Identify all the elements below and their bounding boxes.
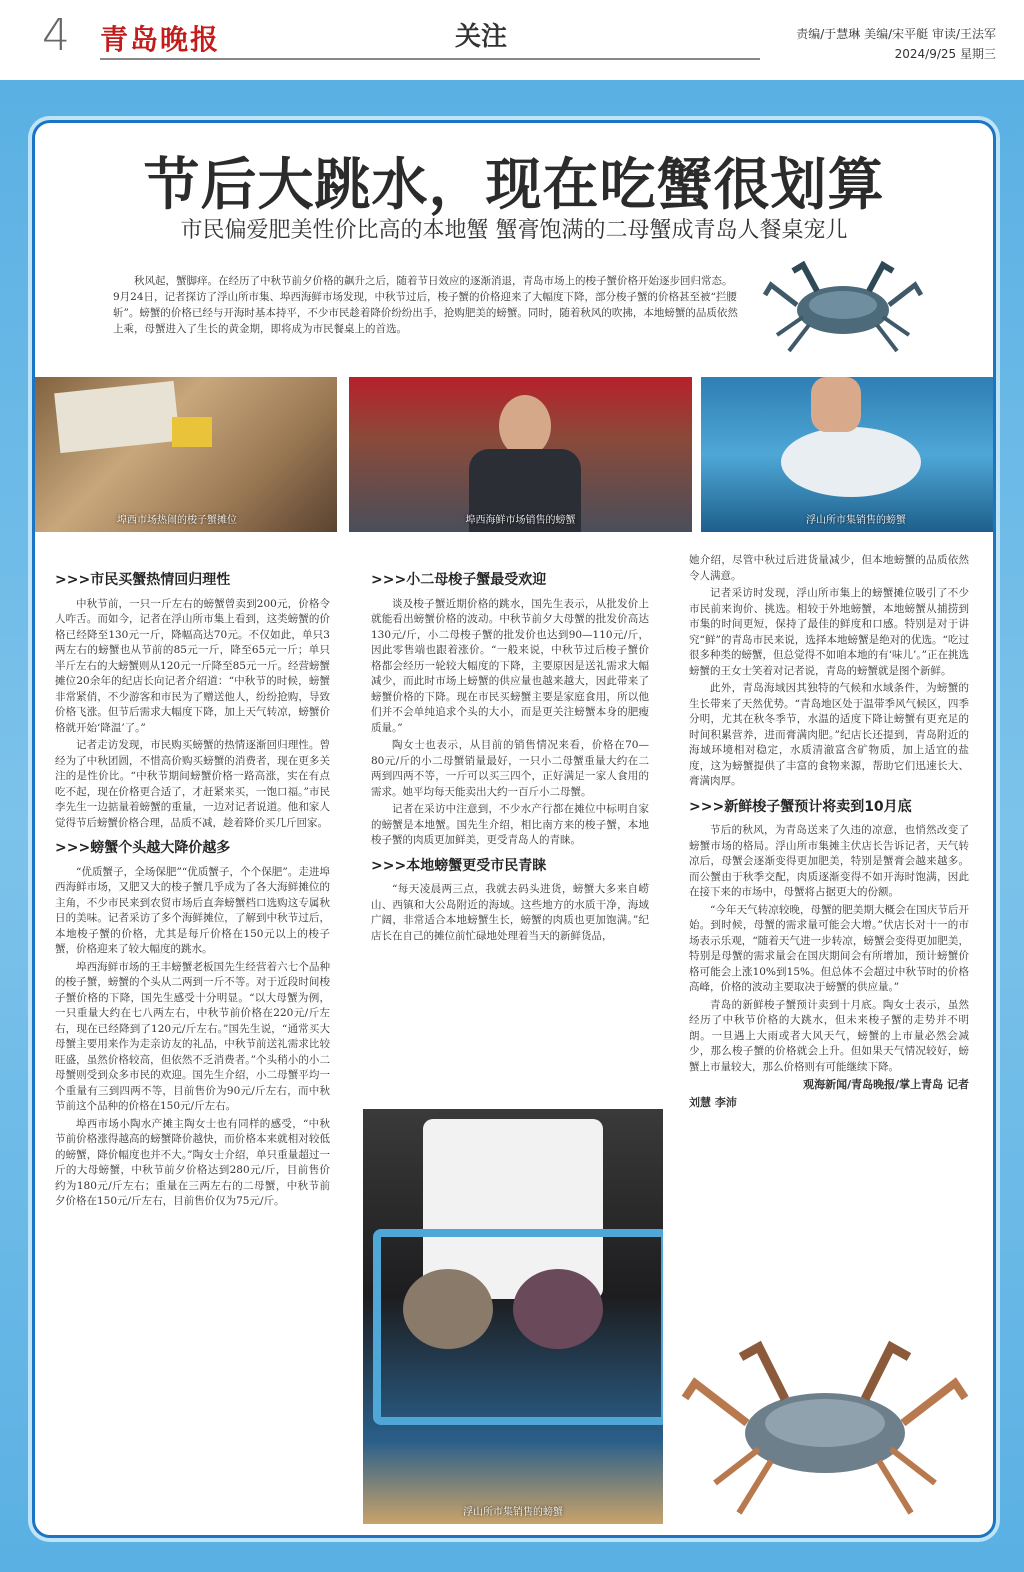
column-1 xyxy=(55,563,330,1212)
column-3 xyxy=(689,553,969,1112)
crab-illustration-top xyxy=(763,255,923,365)
paragraph: 此外，青岛海域因其独特的气候和水域条件，为螃蟹的生长带来了天然优势。“青岛地区处于温带季风气候区，四季分明，尤其在秋冬季节，水温的适度下降让螃蟹有更充足的时间积累营养，进而膏满肉肥。”纪店长还提到，青岛附近的海域环境相对稳定，水质清澈富含矿物质，加上适宜的盐度，这为螃蟹提供了丰富的食物来源，帮助它们迅速长大、膏满肉厚。 xyxy=(689,682,969,787)
section-heading: >>>小二母梭子蟹最受欢迎 xyxy=(371,572,547,588)
paragraph: 埠西市场小陶水产摊主陶女士也有同样的感受，“中秋节前价格涨得越高的螃蟹降价越快，而价格本来就相对较低的螃蟹，降价幅度也并不大。”陶女士介绍，单只重量超过一斤的大母螃蟹，中秋节前夕价格达到280元/斤，目前售价约为180元/斤左右；重量在三两左右的二母蟹，中秋节前夕价格在150元/斤左右，目前售价仅为75元/斤。 xyxy=(55,1117,330,1207)
photo-caption: 浮山所市集销售的螃蟹 xyxy=(463,1507,563,1518)
column-2 xyxy=(371,563,649,946)
photo-vendor xyxy=(349,377,692,532)
issue-date: 2024/9/25 星期三 xyxy=(894,47,996,61)
paragraph: 青岛的新鲜梭子蟹预计卖到十月底。陶女士表示，虽然经历了中秋节价格的大跳水，但未来梭子蟹的走势并不明朗。一旦遇上大雨或者大风天气，螃蟹的上市量必然会减少，那么梭子蟹的价格就会上升。但如果天气情况较好，螃蟹上市量较大，那么价格则有可能继续下降。 xyxy=(689,998,969,1073)
paragraph: 中秋节前，一只一斤左右的螃蟹曾卖到200元，价格令人咋舌。而如今，记者在浮山所市集上看到，这类螃蟹的价格已经降至130元一斤，降幅高达70元。不仅如此，单只3两左右的螃蟹也从节前的85元一斤，降至65元一斤；单只半斤左右的大螃蟹则从120元一斤降至85元一斤。经营螃蟹摊位20余年的纪店长向记者介绍道：“中秋节的时候，螃蟹非常紧俏，不少游客和市民为了赠送他人，纷纷抢购，导致价格飞涨。但节后需求大幅度下降，加上天气转凉，螃蟹价格就开始‘降温’了。” xyxy=(55,597,330,734)
paper-name-logo: 青岛晚报 xyxy=(100,23,221,56)
section-title: 关注 xyxy=(455,22,508,52)
section-heading: >>>螃蟹个头越大降价越多 xyxy=(55,840,231,856)
paragraph: “每天凌晨两三点，我就去码头进货，螃蟹大多来自崂山、西镇和大公岛附近的海域。这些地方的水质干净，海域广阔，非常适合本地螃蟹生长，螃蟹的肉质也更加饱满。”纪店长在自己的摊位前忙碌地处理着当天的新鲜货品， xyxy=(371,883,649,942)
paragraph: “今年天气转凉较晚，母蟹的肥美期大概会在国庆节后开始。到时候，母蟹的需求量可能会大增。”伏店长对十一的市场表示乐观，“随着天气进一步转凉，螃蟹会变得更加肥美，特别是母蟹的需求量会在国庆期间会有所增加，预计螃蟹价格可能会上涨10%到15%。但总体不会超过中秋节时的价格高峰，价格的波动主要取决于螃蟹的供应量。” xyxy=(689,903,969,993)
editor-credits-line: 责编/于慧琳 美编/宋平艇 审读/王法军 xyxy=(796,27,996,41)
paragraph: 节后的秋风，为青岛送来了久违的凉意，也悄然改变了螃蟹市场的格局。浮山所市集摊主伏店长告诉记者，天气转凉后，母蟹会逐渐变得更加肥美，特别是蟹膏会越来越多。而公蟹由于秋季交配，肉质逐渐变得不如开海时饱满，因此在接下来的市场中，母蟹将占据更大的份额。 xyxy=(689,824,969,898)
paragraph: 记者走访发现，市民购买螃蟹的热情逐渐回归理性。曾经为了中秋团圆，不惜高价购买螃蟹的消费者，现在更多关注的是性价比。“中秋节期间螃蟹价格一路高涨，实在有点吃不起，现在价格更合适了，才赶紧来买，一饱口福。”市民李先生一边掂量着螃蟹的重量，一边对记者说道。他和家人觉得节后螃蟹价格合理，品质不减，趁着降价买几斤回家。 xyxy=(55,739,330,829)
paragraph: 她介绍，尽管中秋过后进货量减少，但本地螃蟹的品质依然令人满意。 xyxy=(689,554,969,582)
paragraph: 埠西海鲜市场的王丰螃蟹老板国先生经营着六七个品种的梭子蟹，螃蟹的个头从二两到一斤不等。对于近段时间梭子蟹价格的下降，国先生感受十分明显。“以大母蟹为例，一只重量大约在七八两左右，中秋节前价格在220元/斤左右，现在已经降到了120元/斤左右。”国先生说，“通常买大母蟹主要用来作为走亲访友的礼品，中秋节前送礼需求比较旺盛，虽然价格较高，但依然不乏消费者。”个头稍小的小二母蟹则受到众多市民的欢迎。国先生介绍，小二母蟹平均一个重量有三到四两不等，目前售价为90元/斤左右，而中秋节前这个品种的价格在150元/斤左右。 xyxy=(55,960,330,1112)
section-heading: >>>市民买蟹热情回归理性 xyxy=(55,572,231,588)
section-heading: >>>本地螃蟹更受市民青睐 xyxy=(371,857,547,874)
byline: 观海新闻/青岛晚报/掌上青岛 记者 xyxy=(803,1078,969,1091)
photo-caption: 浮山所市集销售的螃蟹 xyxy=(806,515,906,526)
paragraph: “优质蟹子，全场保肥”“优质蟹子，个个保肥”。走进埠西海鲜市场，又肥又大的梭子蟹几乎成为了各大海鲜摊位的主角，不少市民来到农贸市场后直奔螃蟹档口选购这专属秋日的美味。记者采访了多个海鲜摊位，了解到中秋节过后，本地梭子蟹的价格，尤其是每斤价格在150元以上的梭子蟹，价格迎来了较大幅度的跳水。 xyxy=(55,865,330,955)
headline: 节后大跳水，现在吃蟹很划算 xyxy=(143,153,885,218)
page-number: 4 xyxy=(42,10,70,61)
photo-market-stall xyxy=(32,377,337,532)
section-heading: >>>新鲜梭子蟹预计将卖到10月底 xyxy=(689,798,912,815)
editor-credits xyxy=(796,24,996,64)
subheadline: 市民偏爱肥美性价比高的本地蟹 蟹膏饱满的二母蟹成青岛人餐桌宠儿 xyxy=(180,218,848,243)
masthead-divider xyxy=(100,58,760,60)
lede-paragraph: 秋风起，蟹脚痒。在经历了中秋节前夕价格的飙升之后，随着节日效应的逐渐消退，青岛市场上的梭子蟹价格开始逐步回归常态。9月24日，记者探访了浮山所市集、埠西海鲜市场发现，中秋节过后，梭子蟹的价格迎来了大幅度下降，部分梭子蟹的价格甚至被“拦腰斩”。螃蟹的价格已经与开海时基本持平，不少市民趁着降价纷纷出手，抢购肥美的螃蟹。同时，随着秋风的吹拂，本地螃蟹的品质依然上乘，母蟹进入了生长的黄金期，即将成为市民餐桌上的首选。 xyxy=(113,275,738,335)
photo-crab-hand xyxy=(701,377,996,532)
photo-crabs-held xyxy=(363,1109,663,1524)
byline-names: 刘慧 李沛 xyxy=(689,1095,737,1109)
paragraph: 陶女士也表示，从目前的销售情况来看，价格在70—80元/斤的小二母蟹销量最好，一只小二母蟹重量大约在二两到四两不等，一斤可以买三四个，正好满足一家人食用的需求。她平均每天能卖出大约一百斤小二母蟹。 xyxy=(371,739,649,798)
article-card xyxy=(32,120,996,1538)
crab-illustration-bottom xyxy=(675,1323,975,1523)
photo-caption: 埠西海鲜市场销售的螃蟹 xyxy=(465,515,576,526)
masthead xyxy=(0,0,1024,80)
paragraph: 记者在采访中注意到，不少水产行都在摊位中标明自家的螃蟹是本地蟹。国先生介绍，相比南方来的梭子蟹，本地梭子蟹的肉质更加鲜美，更受青岛人的青睐。 xyxy=(371,803,649,846)
paragraph: 记者采访时发现，浮山所市集上的螃蟹摊位吸引了不少市民前来询价、挑选。相较于外地螃蟹，本地螃蟹从捕捞到市集的时间更短，保持了最佳的鲜度和口感。特别是对于讲究“鲜”的青岛市民来说，选择本地螃蟹是绝对的优选。“吃过很多种类的螃蟹，但总觉得不如咱本地的有‘味儿’。”正在挑选螃蟹的王女士笑着对记者说，青岛的螃蟹就是图个新鲜。 xyxy=(689,587,969,677)
photo-caption: 埠西市场热闹的梭子蟹摊位 xyxy=(117,515,237,526)
paragraph: 谈及梭子蟹近期价格的跳水，国先生表示，从批发价上就能看出螃蟹价格的波动。中秋节前夕大母蟹的批发价高达130元/斤，小二母梭子蟹的批发价也达到90—110元/斤，因此零售端也跟着涨价。“一般来说，中秋节过后梭子蟹价格都会经历一轮较大幅度的下降，主要原因是送礼需求大幅减少，而此时市场上螃蟹的供应量也越来越大，因此带来了螃蟹价格的下降。现在市民买螃蟹主要是家庭食用，所以他们并不会单纯追求个头的大小，而是更关注螃蟹本身的肥瘦质量。” xyxy=(371,597,649,734)
